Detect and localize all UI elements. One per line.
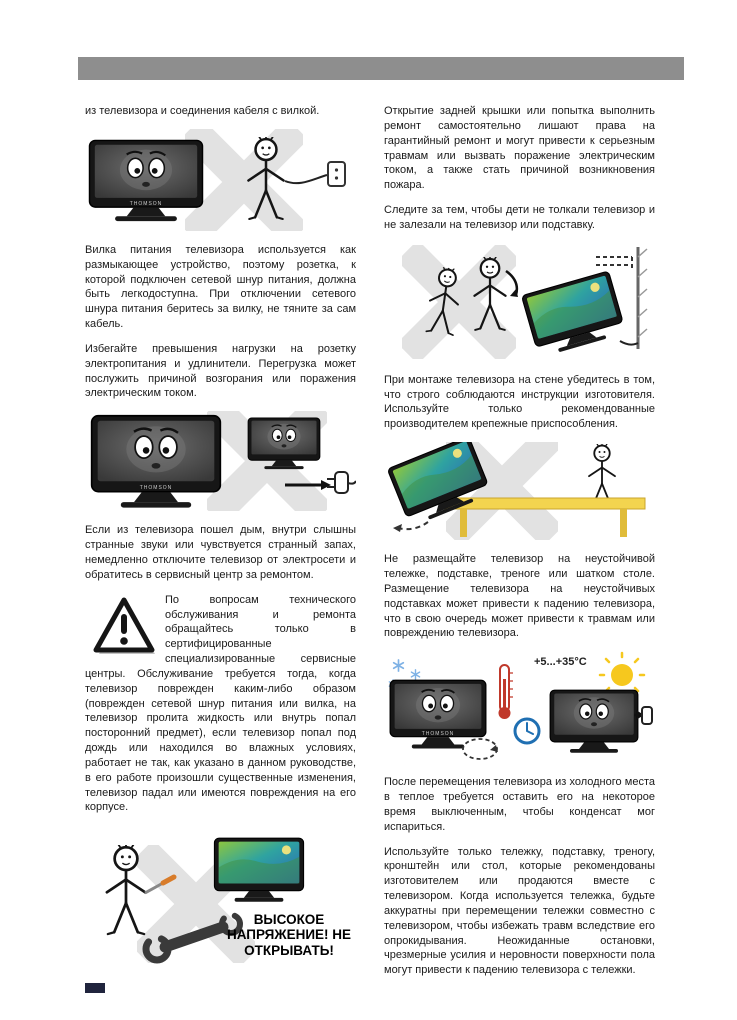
snowflake-icon: [394, 660, 404, 671]
right-column: [384, 104, 655, 988]
content-columns: [85, 104, 655, 988]
falling-tv-icon: [521, 271, 626, 358]
thermometer-icon: [499, 665, 514, 719]
para-smoke-smell-warning: Если из телевизора пошел дым, внутри слышны странные звуки или чувствуется странный запах, немедленно отключите телевизор от электросети и обратитесь в сервисный центр за ремонтом.: [85, 524, 356, 581]
snowflake-icon: [411, 670, 419, 679]
tv-icon: [89, 140, 202, 221]
para-cable-plug-continuation: из телевизора и соединения кабеля с вилкой.: [85, 105, 320, 117]
para-wall-mount-instructions: При монтаже телевизора на стене убедитесь в том, что строго соблюдаются инструкции изготовителя. Используйте только рекомендованные производителем крепежные приспособления.: [384, 373, 655, 431]
cold-tv-icon: [390, 680, 486, 748]
temperature-range-label: +5...+35°C: [534, 656, 587, 669]
para-condensation-warning: После перемещения телевизора из холодного места в теплое требуется оставить его на некоторое время выключенным, чтобы конденсат мог испариться.: [384, 776, 655, 833]
para-overload-warning: Избегайте превышения нагрузки на розетку электропитания и удлинители. Перегрузка может послужить причиной возгорания или поражения электрическим током.: [85, 342, 356, 400]
power-cable: [620, 341, 638, 345]
illustration-unstable-table: [384, 442, 655, 540]
para-service-centers: По вопросам технического обслуживания и ремонта обращайтесь только в сертифицированные специализированные сервисные центры. Обслуживание требуется тогда, когда телевизор поврежден каким-либо образом (поврежден сетевой шнур питания или вилка, на телевизор пролита жидкость или внутрь попал посторонний предмет), если телевизор попал под дождь или находился во влажных условиях, работает не так, как указано в данном руководстве, в его работе произошли существенные изменения, телевизор падал или имеются повреждения на его корпусе.: [85, 593, 356, 814]
illustration-socket-overload: [85, 411, 356, 511]
service-warning-block: [85, 593, 356, 826]
illustration-high-voltage: [85, 837, 356, 967]
tv-icon: [92, 416, 221, 508]
illustration-temperature-range: [384, 651, 655, 763]
warm-tv-icon: [550, 690, 638, 753]
fall-arrow: [398, 522, 428, 529]
para-cart-stand-warning: Используйте только тележку, подставку, треногу, кронштейн или стол, которые рекомендованы изготовителем или продаются вместе с телевизором. Когда используется тележка, будьте аккуратны при перемещении тележки совместно с телевизором, чтобы избежать травм вследствие его опрокидывания. Неожиданные остановки, чрезмерные усилия и неровности поверхности пола могут привести к падению телевизора с тележки.: [384, 845, 655, 977]
power-cable: [285, 175, 327, 183]
table-top: [444, 498, 645, 509]
para-back-cover-warning: Открытие задней крышки или попытка выполнить ремонт самостоятельно лишают права на гарантийный ремонт и могут привести к серьезным травмам или вызвать поражение электрическим током, а также стать причиной возникновения пожара.: [384, 105, 655, 192]
wall-bracket-icon: [596, 257, 632, 271]
tv-brand-label: THOMSON: [129, 200, 163, 207]
illustration-unplug-by-plug: [85, 129, 356, 231]
wall-outlet-icon: [328, 162, 345, 186]
warning-triangle-icon: [93, 597, 155, 657]
para-unstable-stand-warning: Не размещайте телевизор на неустойчивой тележке, подставке, треноге или шатком столе. Размещение телевизора на неустойчивых подставках может привести к падению телевизора, что в свою очередь может привести к травмам или повреждению телевизора.: [384, 553, 655, 640]
x-mark-icon: [397, 243, 521, 361]
para-plug-disconnect-device: Вилка питания телевизора используется как размыкающее устройство, поэтому розетка, к которой подключен сетевой шнур питания, должна быть легкодоступна. При отключении сетевого шнура питания беритесь за вилку, не тяните за сам кабель.: [85, 243, 356, 331]
left-column: [85, 104, 356, 979]
illustration-children-push-tv: [384, 243, 655, 361]
person-icon: [589, 444, 615, 505]
page-footer-marker: [85, 983, 105, 993]
plug-icon: [327, 472, 356, 493]
tv-brand-label: THOMSON: [139, 485, 173, 492]
high-voltage-caption: ВЫСОКОЕ НАПРЯЖЕНИЕ! НЕ ОТКРЫВАТЬ!: [226, 911, 352, 959]
clock-icon: [515, 719, 539, 743]
para-children-warning: Следите за тем, чтобы дети не толкали телевизор и не залезали на телевизор или подставку.: [384, 204, 655, 231]
tv-brand-label: THOMSON: [421, 731, 455, 738]
header-bar: [78, 57, 684, 80]
